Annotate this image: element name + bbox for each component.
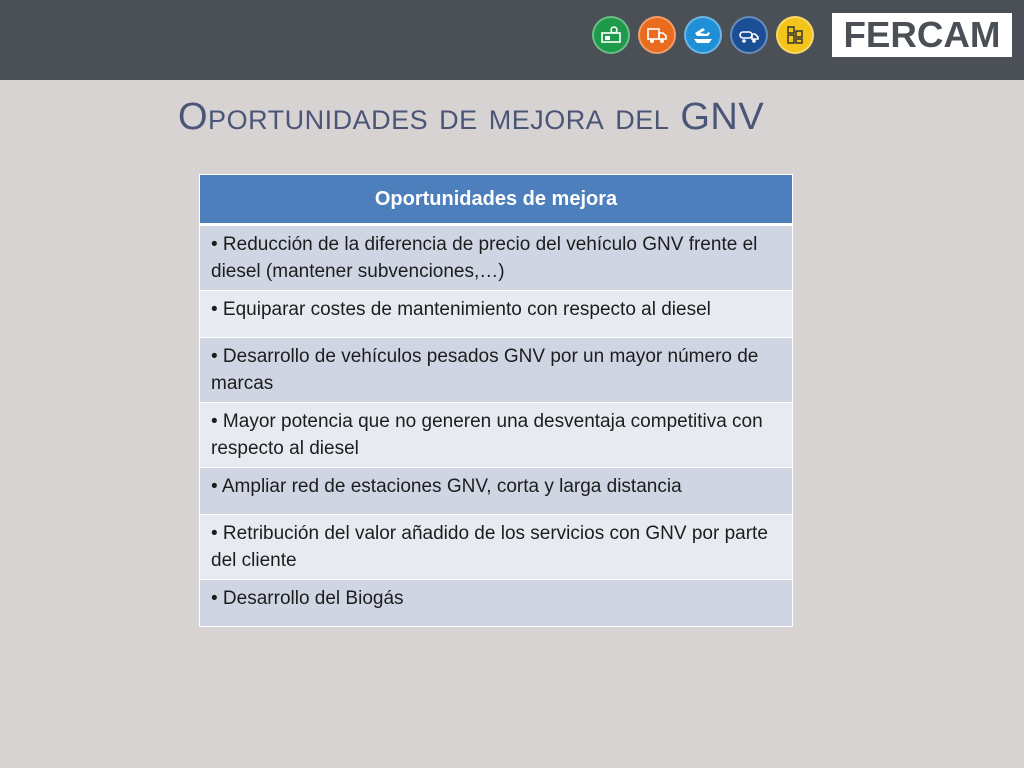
table-cell: • Equiparar costes de mantenimiento con respecto al diesel	[200, 291, 793, 338]
table-row	[200, 338, 793, 403]
table-header-row	[200, 175, 793, 225]
table-cell: • Ampliar red de estaciones GNV, corta y larga distancia	[200, 468, 793, 515]
table-cell: • Mayor potencia que no generen una desventaja competitiva con respecto al diesel	[200, 403, 793, 468]
improvement-table	[199, 174, 793, 627]
moving-icon	[776, 16, 814, 54]
warehouse-logistics-icon	[592, 16, 630, 54]
header-bar	[0, 0, 1024, 80]
tanker-truck-icon	[730, 16, 768, 54]
table-row	[200, 291, 793, 338]
table-header: Oportunidades de mejora	[200, 175, 793, 225]
road-transport-icon	[638, 16, 676, 54]
table-cell: • Retribución del valor añadido de los servicios con GNV por parte del cliente	[200, 515, 793, 580]
slide-title: Oportunidades de mejora del GNV	[178, 96, 765, 138]
table-cell: • Desarrollo de vehículos pesados GNV por un mayor número de marcas	[200, 338, 793, 403]
table-row	[200, 515, 793, 580]
table-row	[200, 403, 793, 468]
table-cell: • Reducción de la diferencia de precio del vehículo GNV frente el diesel (mantener subvenciones,…)	[200, 225, 793, 291]
table-row	[200, 468, 793, 515]
table-row	[200, 580, 793, 627]
air-sea-icon	[684, 16, 722, 54]
logo-text: FERCAM	[834, 17, 1009, 53]
table-row	[200, 225, 793, 291]
company-logo	[832, 13, 1012, 57]
table-cell: • Desarrollo del Biogás	[200, 580, 793, 627]
